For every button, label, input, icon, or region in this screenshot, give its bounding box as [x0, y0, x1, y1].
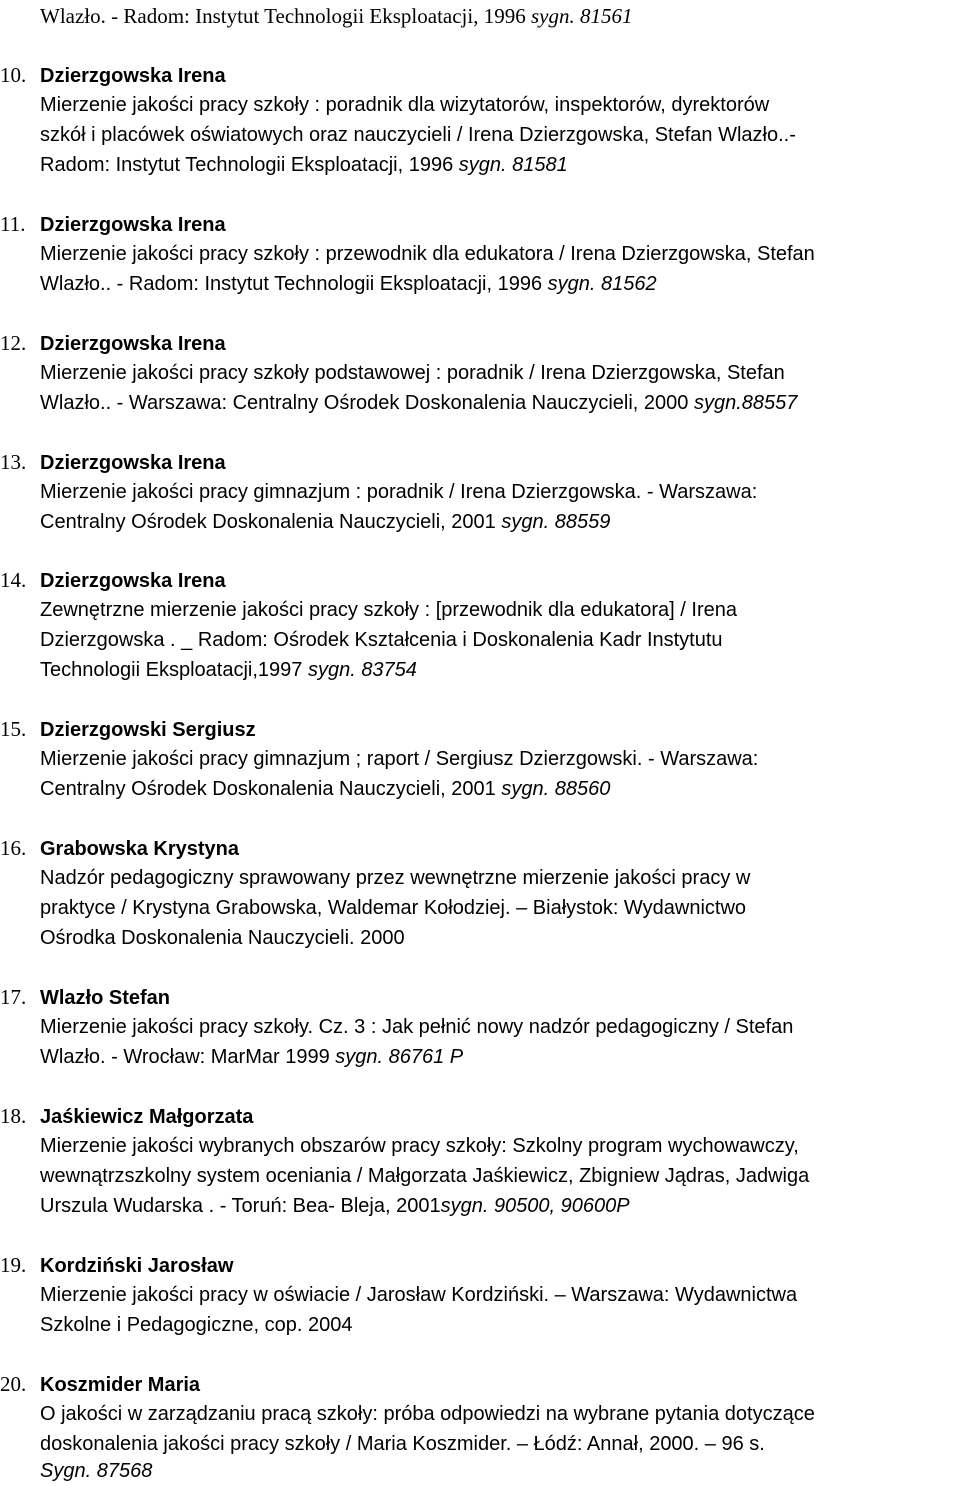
- entry-text: Wlazło. - Radom: Instytut Technologii Eksploatacji, 1996: [40, 4, 531, 28]
- entry-9-line-3: [40, 1, 632, 31]
- entry-15-line-2: [40, 774, 610, 804]
- entry-number: 12.: [0, 331, 27, 355]
- entry-16-line-2: [40, 893, 746, 923]
- call-number: sygn. 81561: [530, 4, 633, 28]
- call-number: sygn. 81562: [547, 273, 657, 295]
- entry-16-line-3: [40, 923, 405, 953]
- entry-author: Kordziński Jarosław: [40, 1255, 234, 1277]
- entry-text: Ośrodka Doskonalenia Nauczycieli. 2000: [40, 927, 405, 949]
- call-number: Sygn. 87568: [40, 1460, 153, 1482]
- entry-20-line-2: [40, 1429, 765, 1459]
- entry-author: Wlazło Stefan: [40, 987, 171, 1009]
- entry-text: doskonalenia jakości pracy szkoły / Maria Koszmider. – Łódź: Annał, 2000. – 96 s.: [40, 1433, 765, 1455]
- entry-12-line-1: [40, 358, 785, 388]
- entry-number: 20.: [0, 1372, 27, 1396]
- entry-text: Radom: Instytut Technologii Eksploatacji, 1996: [40, 154, 459, 176]
- call-number: sygn. 86761 P: [335, 1046, 464, 1068]
- entry-20-line-1: [40, 1399, 815, 1429]
- entry-text: Nadzór pedagogiczny sprawowany przez wewnętrzne mierzenie jakości pracy w: [40, 867, 751, 889]
- call-number: sygn. 81581: [458, 154, 568, 176]
- entry-author: Dzierzgowska Irena: [40, 65, 226, 87]
- entry-text: Zewnętrzne mierzenie jakości pracy szkoły : [przewodnik dla edukatora] / Irena: [40, 599, 737, 621]
- entry-text: Wlazło. - Wrocław: MarMar 1999: [40, 1046, 336, 1068]
- entry-text: praktyce / Krystyna Grabowska, Waldemar Kołodziej. – Białystok: Wydawnictwo: [40, 897, 747, 919]
- entry-17-line-1: [40, 1012, 793, 1042]
- entry-13-line-1: [40, 477, 757, 507]
- entry-author: Grabowska Krystyna: [40, 838, 239, 860]
- entry-18-line-1: [40, 1131, 799, 1161]
- entry-18-header: [0, 1101, 253, 1132]
- entry-13-header: [0, 447, 226, 478]
- entry-text: Szkolne i Pedagogiczne, cop. 2004: [40, 1314, 353, 1336]
- entry-16-line-1: [40, 863, 750, 893]
- entry-number: 10.: [0, 63, 27, 87]
- entry-14-line-2: [40, 625, 723, 655]
- entry-number: 13.: [0, 450, 27, 474]
- entry-author: Dzierzgowska Irena: [40, 452, 226, 474]
- entry-12-line-2: [40, 388, 797, 418]
- entry-text: Dzierzgowska . _ Radom: Ośrodek Kształcenia i Doskonalenia Kadr Instytutu: [40, 629, 723, 651]
- entry-number: 11.: [0, 212, 26, 236]
- entry-18-line-2: [40, 1161, 809, 1191]
- entry-10-line-1: [40, 90, 769, 120]
- entry-text: szkół i placówek oświatowych oraz nauczycieli / Irena Dzierzgowska, Stefan Wlazło..-: [40, 124, 796, 146]
- entry-author: Dzierzgowska Irena: [40, 333, 226, 355]
- entry-16-header: [0, 833, 239, 864]
- entry-text: Mierzenie jakości pracy szkoły podstawowej : poradnik / Irena Dzierzgowska, Stefan: [40, 362, 785, 384]
- entry-text: Mierzenie jakości pracy w oświacie / Jarosław Kordziński. – Warszawa: Wydawnictwa: [40, 1284, 798, 1306]
- entry-19-line-2: [40, 1310, 352, 1340]
- entry-17-header: [0, 982, 170, 1013]
- entry-11-header: [0, 209, 226, 240]
- entry-text: Mierzenie jakości wybranych obszarów pracy szkoły: Szkolny program wychowawczy,: [40, 1135, 799, 1157]
- entry-author: Koszmider Maria: [40, 1374, 201, 1396]
- entry-17-line-2: [40, 1042, 463, 1072]
- entry-text: Centralny Ośrodek Doskonalenia Nauczycieli, 2001: [40, 778, 502, 800]
- entry-number: 14.: [0, 568, 27, 592]
- call-number: sygn. 83754: [307, 659, 417, 681]
- call-number: sygn. 88560: [501, 778, 611, 800]
- entry-10-header: [0, 60, 226, 91]
- entry-text: Mierzenie jakości pracy szkoły : przewodnik dla edukatora / Irena Dzierzgowska, Stefan: [40, 243, 815, 265]
- entry-10-line-3: [40, 150, 568, 180]
- entry-11-line-2: [40, 269, 657, 299]
- entry-13-line-2: [40, 507, 610, 537]
- entry-text: wewnątrzszkolny system oceniania / Małgorzata Jaśkiewicz, Zbigniew Jądras, Jadwiga: [40, 1165, 810, 1187]
- entry-19-header: [0, 1250, 233, 1281]
- call-number: sygn.88557: [693, 392, 798, 414]
- entry-14-header: [0, 565, 226, 596]
- entry-author: Dzierzgowski Sergiusz: [40, 719, 256, 741]
- entry-14-line-1: [40, 595, 737, 625]
- entry-19-line-1: [40, 1280, 797, 1310]
- entry-text: Technologii Eksploatacji,1997: [40, 659, 308, 681]
- entry-10-line-2: [40, 120, 796, 150]
- call-number: sygn. 90500, 90600P: [440, 1195, 630, 1217]
- entry-12-header: [0, 328, 226, 359]
- entry-author: Dzierzgowska Irena: [40, 570, 226, 592]
- entry-15-line-1: [40, 744, 758, 774]
- entry-text: Centralny Ośrodek Doskonalenia Nauczycieli, 2001: [40, 511, 502, 533]
- entry-number: 16.: [0, 836, 27, 860]
- entry-text: Mierzenie jakości pracy gimnazjum : poradnik / Irena Dzierzgowska. - Warszawa:: [40, 481, 758, 503]
- entry-text: Wlazło.. - Warszawa: Centralny Ośrodek Doskonalenia Nauczycieli, 2000: [40, 392, 694, 414]
- call-number: sygn. 88559: [501, 511, 611, 533]
- entry-author: Dzierzgowska Irena: [40, 214, 226, 236]
- entry-18-line-3: [40, 1191, 630, 1221]
- entry-number: 18.: [0, 1104, 27, 1128]
- entry-20-line-3: [40, 1456, 152, 1486]
- entry-text: Urszula Wudarska . - Toruń: Bea- Bleja, 2001: [40, 1195, 441, 1217]
- entry-14-line-3: [40, 655, 417, 685]
- entry-text: Mierzenie jakości pracy szkoły. Cz. 3 : Jak pełnić nowy nadzór pedagogiczny / Stefan: [40, 1016, 794, 1038]
- entry-number: 15.: [0, 717, 27, 741]
- entry-text: O jakości w zarządzaniu pracą szkoły: próba odpowiedzi na wybrane pytania dotyczące: [40, 1403, 815, 1425]
- entry-20-header: [0, 1369, 200, 1400]
- entry-number: 17.: [0, 985, 27, 1009]
- entry-text: Wlazło.. - Radom: Instytut Technologii Eksploatacji, 1996: [40, 273, 548, 295]
- entry-11-line-1: [40, 239, 815, 269]
- entry-number: 19.: [0, 1253, 27, 1277]
- entry-author: Jaśkiewicz Małgorzata: [40, 1106, 254, 1128]
- entry-text: Mierzenie jakości pracy gimnazjum ; raport / Sergiusz Dzierzgowski. - Warszawa:: [40, 748, 759, 770]
- entry-15-header: [0, 714, 256, 745]
- entry-text: Mierzenie jakości pracy szkoły : poradnik dla wizytatorów, inspektorów, dyrektorów: [40, 94, 770, 116]
